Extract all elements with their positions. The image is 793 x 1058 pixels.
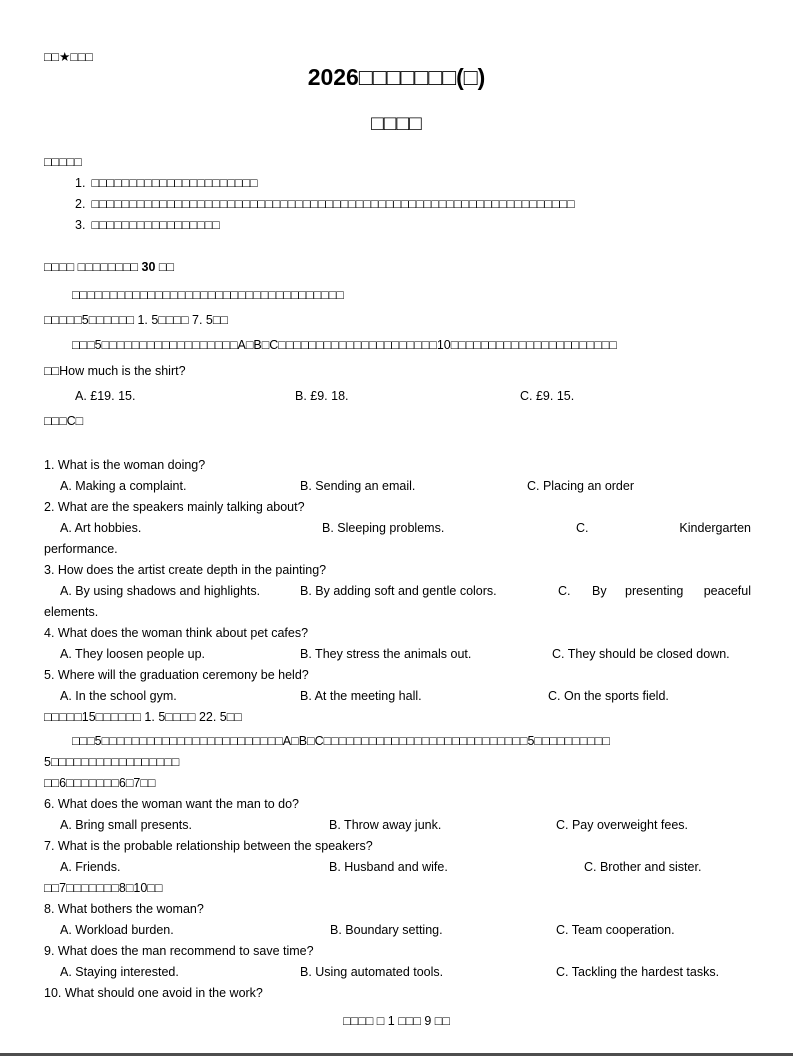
question-3-option-c-continuation: elements. xyxy=(44,605,99,620)
question-3-options xyxy=(44,581,751,602)
note-text: □□□□□□□□□□□□□□□□□□□□□□□□□□□□□□□□□□□□□□□□□□□□□□□□□□□□□□□□□□□□□□□□ xyxy=(91,197,575,211)
spacer xyxy=(44,434,751,455)
question-5-text: 5. Where will the graduation ceremony be held? xyxy=(44,668,309,683)
option-b: B. Throw away junk. xyxy=(329,818,442,833)
paper-subtitle: □□□□ xyxy=(371,112,422,135)
notes-header: □□□□□ xyxy=(44,155,82,169)
option-c: C. They should be closed down. xyxy=(552,647,730,662)
section2-instructions-line2: 5□□□□□□□□□□□□□□□□□ xyxy=(44,755,180,770)
paper-title: 2026□□□□□□□(□) xyxy=(307,64,486,90)
note-item-2 xyxy=(44,194,751,215)
question-5-options xyxy=(44,686,751,707)
question-1-options xyxy=(44,476,751,497)
option-b: B. Using automated tools. xyxy=(300,965,444,980)
question-2-text: 2. What are the speakers mainly talking about? xyxy=(44,500,305,515)
note-text: □□□□□□□□□□□□□□□□□ xyxy=(91,218,220,232)
option-b: B. Husband and wife. xyxy=(329,860,448,875)
note-item-3 xyxy=(44,215,751,236)
question-8-text: 8. What bothers the woman? xyxy=(44,902,204,917)
page-footer: □□□□ □ 1 □□□ 9 □□ xyxy=(343,1014,450,1028)
option-a: A. They loosen people up. xyxy=(60,647,206,662)
listen-direction-6-7: □□6□□□□□□□6□7□□ xyxy=(44,776,156,791)
spacer xyxy=(44,236,751,257)
option-a: A. Friends. xyxy=(60,860,121,875)
option-b: B. At the meeting hall. xyxy=(300,689,422,704)
option-c: C. Pay overweight fees. xyxy=(556,818,689,833)
question-8-options xyxy=(44,920,751,941)
secrecy-label: □□★□□□ xyxy=(44,50,93,64)
question-3-text: 3. How does the artist create depth in the painting? xyxy=(44,563,327,578)
option-b: B. Sleeping problems. xyxy=(322,521,445,536)
option-c-word: peaceful xyxy=(703,584,751,599)
option-b: B. They stress the animals out. xyxy=(300,647,472,662)
option-a: A. Workload burden. xyxy=(60,923,174,938)
option-c: C. xyxy=(576,521,589,536)
option-a: A. Art hobbies. xyxy=(60,521,142,536)
question-7-text: 7. What is the probable relationship between the speakers? xyxy=(44,839,373,854)
note-text: □□□□□□□□□□□□□□□□□□□□□□ xyxy=(91,176,258,190)
option-c-word: Kindergarten xyxy=(679,521,751,536)
option-a: A. Bring small presents. xyxy=(60,818,192,833)
option-b: B. Boundary setting. xyxy=(330,923,443,938)
page-bottom-divider xyxy=(0,1053,793,1056)
section1-instructions-line1: □□□5□□□□□□□□□□□□□□□□□□A□B□C□□□□□□□□□□□□□□□□□□□□□10□□□□□□□□□□□□□□□□□□□□□□ xyxy=(72,338,617,353)
section2-header: □□□□□15□□□□□□ 1. 5□□□□ 22. 5□□ xyxy=(44,710,242,725)
example-options-row xyxy=(44,384,751,409)
option-c: C. Placing an order xyxy=(527,479,635,494)
section2-instructions-line1: □□□5□□□□□□□□□□□□□□□□□□□□□□□□A□B□C□□□□□□□□□□□□□□□□□□□□□□□□□□□5□□□□□□□□□□ xyxy=(72,734,610,749)
option-c: C. Brother and sister. xyxy=(584,860,702,875)
question-9-options xyxy=(44,962,751,983)
example-option-b: B. £9. 18. xyxy=(295,388,349,403)
question-7-options xyxy=(44,857,751,878)
example-answer: □□□C□ xyxy=(44,413,84,428)
option-c-word: By xyxy=(592,584,607,599)
part1-intro: □□□□□□□□□□□□□□□□□□□□□□□□□□□□□□□□□□□□ xyxy=(72,288,344,302)
section1-header: □□□□□5□□□□□□ 1. 5□□□□ 7. 5□□ xyxy=(44,313,228,328)
question-6-options xyxy=(44,815,751,836)
option-a: A. In the school gym. xyxy=(60,689,177,704)
note-number: 3. xyxy=(75,218,86,232)
listen-direction-8-10: □□7□□□□□□□8□10□□ xyxy=(44,881,163,896)
paper-body xyxy=(44,152,751,1004)
note-item-1 xyxy=(44,173,751,194)
option-c: C. xyxy=(558,584,571,599)
example-option-c: C. £9. 15. xyxy=(520,388,575,403)
option-a: A. By using shadows and highlights. xyxy=(60,584,261,599)
question-9-text: 9. What does the man recommend to save time? xyxy=(44,944,314,959)
question-10-text: 10. What should one avoid in the work? xyxy=(44,986,263,1001)
example-option-a: A. £19. 15. xyxy=(75,388,136,403)
option-a: A. Making a complaint. xyxy=(60,479,187,494)
question-2-options xyxy=(44,518,751,539)
question-6-text: 6. What does the woman want the man to do? xyxy=(44,797,300,812)
note-number: 1. xyxy=(75,176,86,190)
option-c: C. On the sports field. xyxy=(548,689,669,704)
question-1-text: 1. What is the woman doing? xyxy=(44,458,206,473)
section1-instructions-line2: □□How much is the shirt? xyxy=(44,363,186,378)
question-2-option-c-continuation: performance. xyxy=(44,542,118,557)
option-c-word: presenting xyxy=(625,584,684,599)
question-4-options xyxy=(44,644,751,665)
option-c: C. Tackling the hardest tasks. xyxy=(556,965,720,980)
question-4-text: 4. What does the woman think about pet cafes? xyxy=(44,626,309,641)
option-b: B. Sending an email. xyxy=(300,479,416,494)
part1-header: □□□□ □□□□□□□□ 30 □□ xyxy=(44,260,175,274)
option-b: B. By adding soft and gentle colors. xyxy=(300,584,497,599)
option-a: A. Staying interested. xyxy=(60,965,179,980)
note-number: 2. xyxy=(75,197,86,211)
option-c: C. Team cooperation. xyxy=(556,923,675,938)
